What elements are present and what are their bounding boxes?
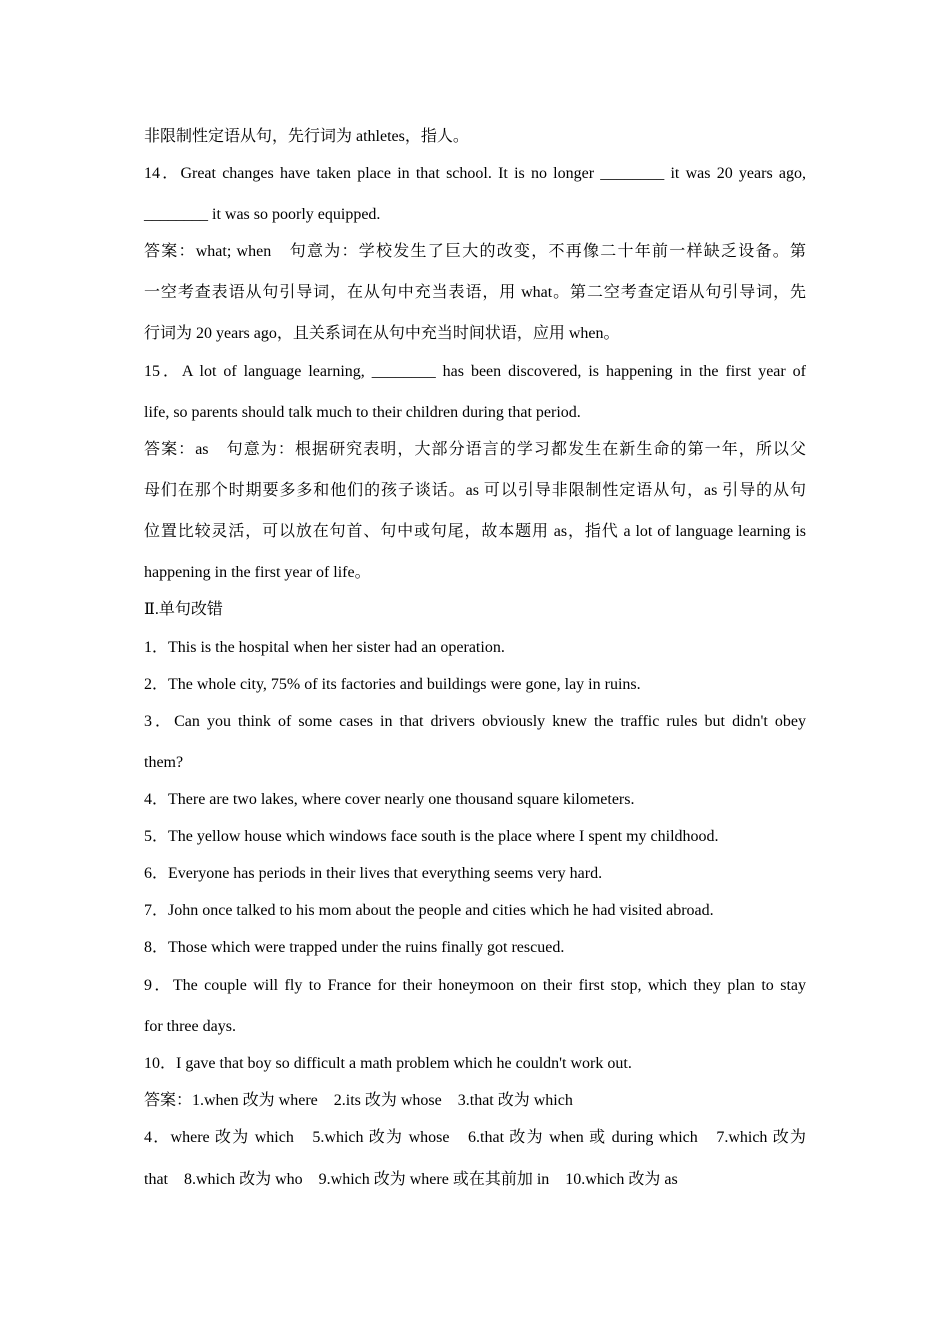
exercise-2: 2．The whole city, 75% of its factories and buildings were gone, lay in ruins. (144, 676, 641, 693)
question-14-line-2: ________ it was so poorly equipped. (144, 206, 381, 223)
exercise-10: 10．I gave that boy so difficult a math problem which he couldn't work out. (144, 1055, 632, 1072)
section-heading: Ⅱ.单句改错 (144, 601, 223, 618)
answer-15-line-2: 母们在那个时期要多多和他们的孩子谈话。as 可以引导非限制性定语从句，as 引导的从句 (144, 482, 806, 499)
answer-14-line-2: 一空考查表语从句引导词，在从句中充当表语，用 what。第二空考查定语从句引导词，先 (144, 284, 806, 301)
exercise-5: 5．The yellow house which windows face south is the place where I spent my childhood. (144, 828, 719, 845)
answers-line-1: 答案：1.when 改为 where 2.its 改为 whose 3.that 改为 which (144, 1092, 573, 1109)
answers-line-2: 4．where 改为 which 5.which 改为 whose 6.that 改为 when 或 during which 7.which 改为 (144, 1129, 806, 1146)
question-14-line-1: 14．Great changes have taken place in that school. It is no longer ________ it was 20 years ago, (144, 165, 807, 182)
text-line-1: 非限制性定语从句，先行词为 athletes，指人。 (144, 128, 469, 145)
answer-14-line-1: 答案：what; when 句意为：学校发生了巨大的改变，不再像二十年前一样缺乏设备。第 (144, 243, 806, 260)
answers-line-3: that 8.which 改为 who 9.which 改为 where 或在其前加 in 10.which 改为 as (144, 1171, 678, 1188)
answer-15-line-3: 位置比较灵活，可以放在句首、句中或句尾，故本题用 as，指代 a lot of language learning is (144, 523, 806, 540)
question-15-line-2: life, so parents should talk much to their children during that period. (144, 404, 581, 421)
exercise-1: 1．This is the hospital when her sister had an operation. (144, 639, 505, 656)
answer-14-line-3: 行词为 20 years ago，且关系词在从句中充当时间状语，应用 when。 (144, 325, 620, 342)
exercise-3-line-1: 3．Can you think of some cases in that drivers obviously knew the traffic rules but didn't obey (144, 713, 807, 730)
exercise-3-line-2: them? (144, 754, 184, 771)
exercise-4: 4．There are two lakes, where cover nearly one thousand square kilometers. (144, 791, 635, 808)
question-15-line-1: 15．A lot of language learning, ________ has been discovered, is happening in the first year of (144, 363, 806, 380)
exercise-7: 7．John once talked to his mom about the people and cities which he had visited abroad. (144, 902, 714, 919)
exercise-8: 8．Those which were trapped under the ruins finally got rescued. (144, 939, 565, 956)
exercise-9-line-1: 9．The couple will fly to France for their honeymoon on their first stop, which they plan to stay (144, 977, 806, 994)
exercise-9-line-2: for three days. (144, 1018, 236, 1035)
exercise-6: 6．Everyone has periods in their lives that everything seems very hard. (144, 865, 603, 882)
answer-15-line-1: 答案：as 句意为：根据研究表明，大部分语言的学习都发生在新生命的第一年，所以父 (144, 441, 806, 458)
answer-15-line-4: happening in the first year of life。 (144, 564, 371, 581)
